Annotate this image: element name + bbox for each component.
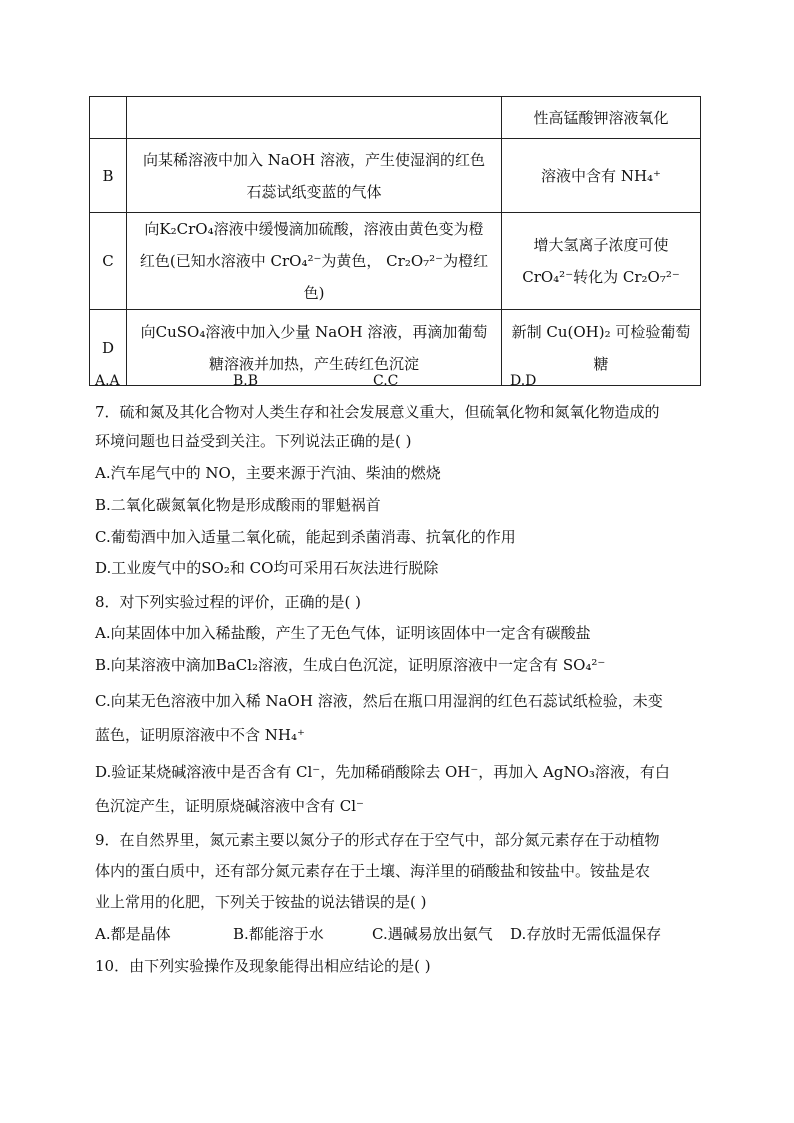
description-line: 向CuSO₄溶液中加入少量 NaOH 溶液，再滴加葡萄 <box>140 322 488 341</box>
conclusion-line: 新制 Cu(OH)₂ 可检验葡萄 <box>511 322 691 341</box>
description-cell <box>127 97 502 139</box>
choice-a: A.A <box>95 373 120 389</box>
conclusion-cell: 溶液中含有 NH₄⁺ <box>502 139 701 213</box>
q9-stem-line: 9．在自然界里，氮元素主要以氮分子的形式存在于空气中，部分氮元素存在于动植物 <box>95 831 660 849</box>
choice-c: C.C <box>373 373 399 389</box>
conclusion-cell <box>502 213 701 310</box>
q9-option-a: A.都是晶体 <box>95 925 171 943</box>
option-cell: D <box>90 310 127 386</box>
q9-option-c: C.遇碱易放出氨气 <box>372 925 493 943</box>
q9-stem-line: 业上常用的化肥，下列关于铵盐的说法错误的是( ) <box>95 893 427 911</box>
q8-option-a: A.向某固体中加入稀盐酸，产生了无色气体，证明该固体中一定含有碳酸盐 <box>95 624 591 642</box>
q7-option-b: B.二氧化碳氮氧化物是形成酸雨的罪魁祸首 <box>95 496 381 514</box>
q7-option-d: D.工业废气中的SO₂和 CO均可采用石灰法进行脱除 <box>95 559 439 577</box>
description-line: 向某稀溶液中加入 NaOH 溶液，产生使湿润的红色 <box>143 150 485 169</box>
description-line: 石蕊试纸变蓝的气体 <box>246 182 382 201</box>
q8-stem: 8．对下列实验过程的评价，正确的是( ) <box>95 593 362 611</box>
option-cell: B <box>90 139 127 213</box>
choice-d: D.D <box>510 373 537 389</box>
q7-stem-line: 7．硫和氮及其化合物对人类生存和社会发展意义重大，但硫氧化物和氮氧化物造成的 <box>95 403 660 421</box>
option-cell: C <box>90 213 127 310</box>
q9-option-b: B.都能溶于水 <box>233 925 324 943</box>
description-cell <box>127 139 502 213</box>
description-line: 红色(已知水溶液中 CrO₄²⁻为黄色， Cr₂O₇²⁻为橙红色) <box>139 252 489 302</box>
table-row <box>90 213 701 310</box>
q10-stem: 10．由下列实验操作及现象能得出相应结论的是( ) <box>95 957 431 975</box>
description-cell <box>127 310 502 386</box>
description-cell <box>127 213 502 310</box>
table-row <box>90 139 701 213</box>
conclusion-line: CrO₄²⁻转化为 Cr₂O₇²⁻ <box>522 268 680 286</box>
q9-stem-line: 体内的蛋白质中，还有部分氮元素存在于土壤、海洋里的硝酸盐和铵盐中。铵盐是农 <box>95 862 651 880</box>
experiment-table <box>89 96 701 386</box>
q8-option-c: C.向某无色溶液中加入稀 NaOH 溶液，然后在瓶口用湿润的红色石蕊试纸检验，未变 <box>95 692 663 710</box>
q8-option-c-cont: 蓝色，证明原溶液中不含 NH₄⁺ <box>95 726 305 744</box>
choice-b: B.B <box>233 373 259 389</box>
q7-stem-line: 环境问题也日益受到关注。下列说法正确的是( ) <box>95 432 412 450</box>
conclusion-line: 糖 <box>593 354 609 373</box>
description-line: 向K₂CrO₄溶液中缓慢滴加硫酸，溶液由黄色变为橙 <box>144 220 484 238</box>
table-row <box>90 97 701 139</box>
q8-option-b: B.向某溶液中滴加BaCl₂溶液，生成白色沉淀，证明原溶液中一定含有 SO₄²⁻ <box>95 656 606 674</box>
q7-option-c: C.葡萄酒中加入适量二氧化硫，能起到杀菌消毒、抗氧化的作用 <box>95 528 516 546</box>
q8-option-d: D.验证某烧碱溶液中是否含有 Cl⁻，先加稀硝酸除去 OH⁻，再加入 AgNO₃溶液，有白 <box>95 763 670 781</box>
conclusion-cell: 性高锰酸钾溶液氧化 <box>502 97 701 139</box>
description-line: 糖溶液并加热，产生砖红色沉淀 <box>208 354 419 373</box>
option-cell <box>90 97 127 139</box>
conclusion-line: 增大氢离子浓度可使 <box>533 236 669 254</box>
q9-option-d: D.存放时无需低温保存 <box>510 925 662 943</box>
q7-option-a: A.汽车尾气中的 NO，主要来源于汽油、柴油的燃烧 <box>95 464 441 482</box>
q8-option-d-cont: 色沉淀产生，证明原烧碱溶液中含有 Cl⁻ <box>95 797 364 815</box>
